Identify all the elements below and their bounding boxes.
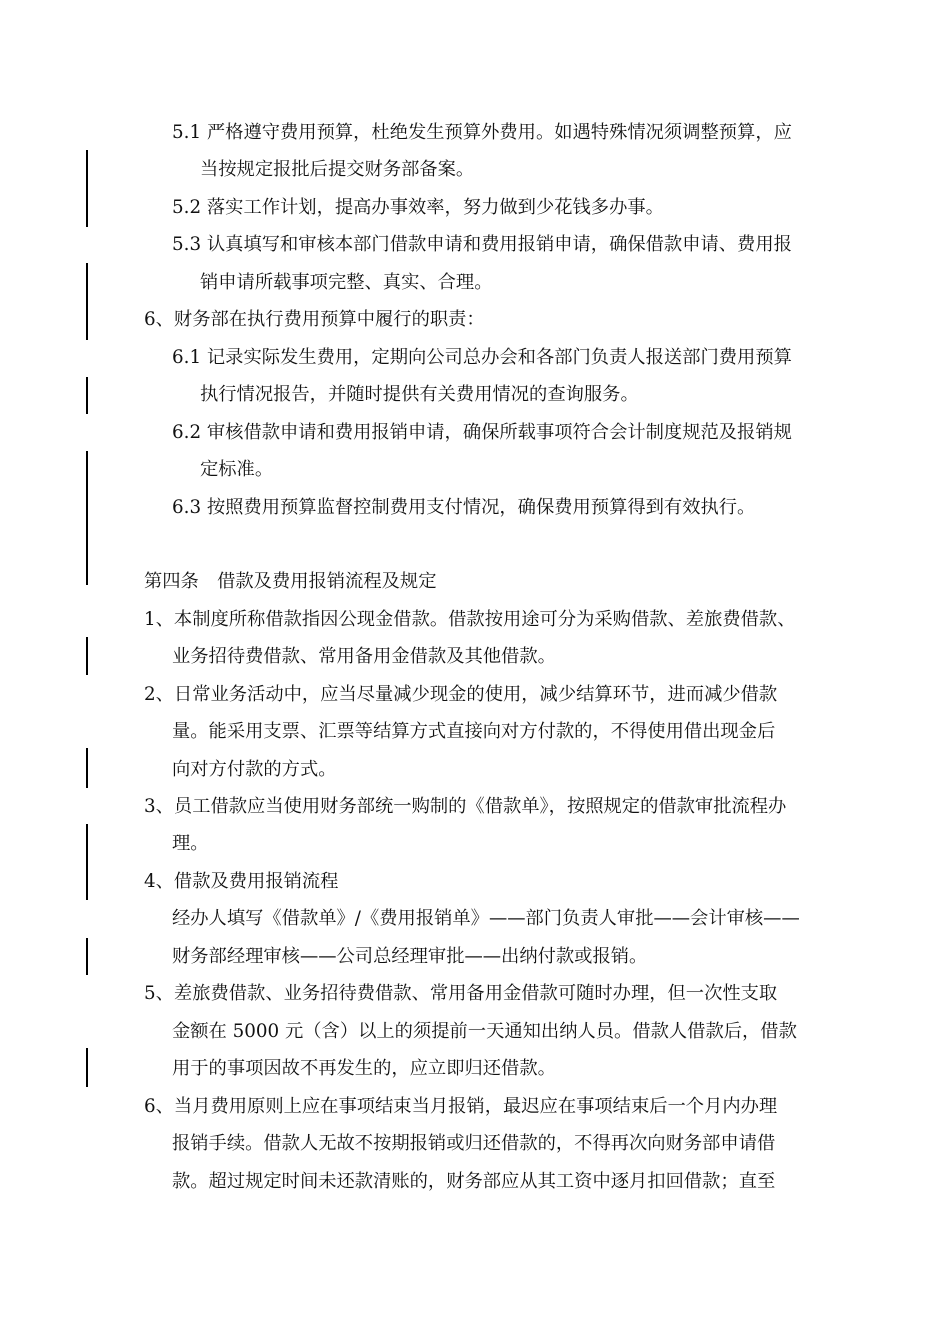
text-line: 执行情况报告，并随时提供有关费用情况的查询服务。	[200, 384, 639, 405]
text-line: 理。	[172, 833, 209, 854]
text-line: 2、日常业务活动中，应当尽量减少现金的使用，减少结算环节，进而减少借款	[144, 684, 778, 705]
text-line: 1、本制度所称借款指因公现金借款。借款按用途可分为采购借款、差旅费借款、	[144, 609, 796, 630]
section-heading: 第四条 借款及费用报销流程及规定	[144, 571, 437, 592]
text-line: 6、财务部在执行费用预算中履行的职责：	[144, 309, 485, 330]
text-line: 5.3 认真填写和审核本部门借款申请和费用报销申请，确保借款申请、费用报	[172, 234, 792, 255]
text-line: 金额在 5000 元（含）以上的须提前一天通知出纳人员。借款人借款后，借款	[172, 1021, 797, 1042]
change-bar	[86, 938, 88, 975]
text-line: 5.1 严格遵守费用预算，杜绝发生预算外费用。如遇特殊情况须调整预算，应	[172, 122, 792, 143]
text-line: 量。能采用支票、汇票等结算方式直接向对方付款的，不得使用借出现金后	[172, 721, 776, 742]
change-bar	[86, 150, 88, 227]
change-bar	[86, 451, 88, 585]
change-bar	[86, 637, 88, 675]
text-line: 款。超过规定时间未还款清账的，财务部应从其工资中逐月扣回借款；直至	[172, 1171, 776, 1192]
text-line: 5、差旅费借款、业务招待费借款、常用备用金借款可随时办理，但一次性支取	[144, 983, 778, 1004]
text-line: 向对方付款的方式。	[172, 759, 337, 780]
change-bar	[86, 824, 88, 900]
change-bar	[86, 748, 88, 788]
change-bar	[86, 377, 88, 414]
text-line: 6.3 按照费用预算监督控制费用支付情况，确保费用预算得到有效执行。	[172, 497, 756, 518]
text-line: 5.2 落实工作计划，提高办事效率，努力做到少花钱多办事。	[172, 197, 664, 218]
change-bar	[86, 1048, 88, 1087]
text-line: 6、当月费用原则上应在事项结束当月报销，最迟应在事项结束后一个月内办理	[144, 1096, 778, 1117]
text-line: 6.2 审核借款申请和费用报销申请，确保所载事项符合会计制度规范及报销规	[172, 422, 792, 443]
text-line: 财务部经理审核——公司总经理审批——出纳付款或报销。	[172, 946, 648, 967]
text-line: 报销手续。借款人无故不按期报销或归还借款的，不得再次向财务部申请借	[172, 1133, 776, 1154]
text-line: 经办人填写《借款单》/《费用报销单》——部门负责人审批——会计审核——	[172, 908, 800, 929]
text-line: 4、借款及费用报销流程	[144, 871, 339, 892]
text-line: 定标准。	[200, 459, 274, 480]
text-line: 6.1 记录实际发生费用，定期向公司总办会和各部门负责人报送部门费用预算	[172, 347, 792, 368]
text-line: 用于的事项因故不再发生的，应立即归还借款。	[172, 1058, 556, 1079]
text-line: 销申请所载事项完整、真实、合理。	[200, 272, 493, 293]
text-line: 业务招待费借款、常用备用金借款及其他借款。	[172, 646, 556, 667]
text-line: 当按规定报批后提交财务部备案。	[200, 159, 475, 180]
change-bar	[86, 263, 88, 340]
text-line: 3、员工借款应当使用财务部统一购制的《借款单》，按照规定的借款审批流程办	[144, 796, 787, 817]
